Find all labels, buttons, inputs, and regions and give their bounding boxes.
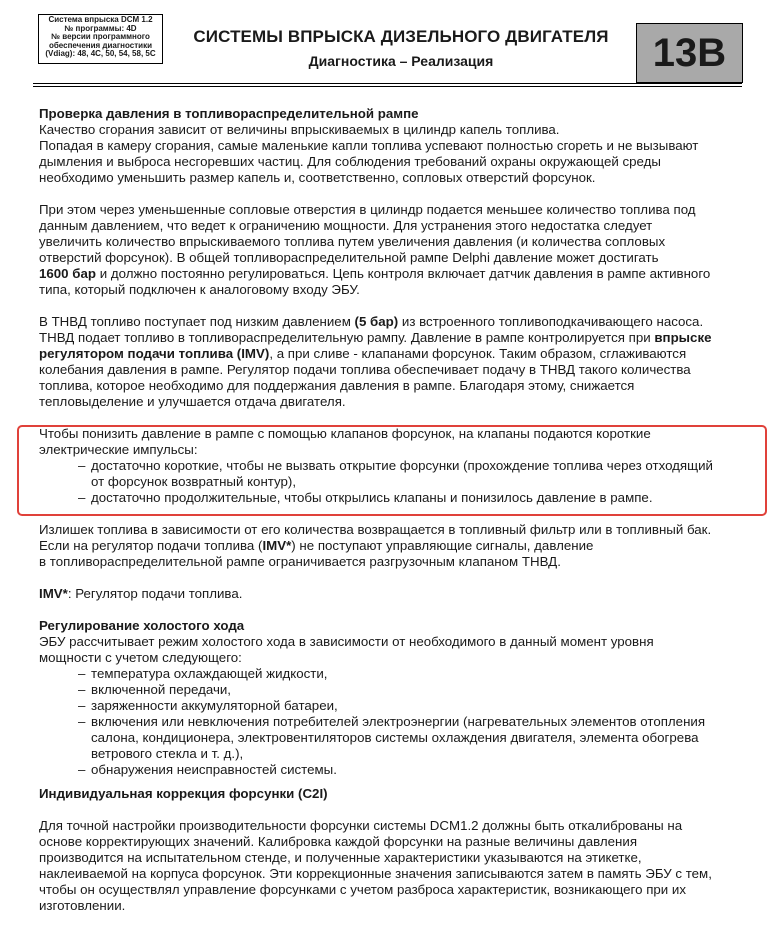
text-run: ТНВД подает топливо в топливораспределительную рампу. Давление в рампе контролируется при xyxy=(39,330,655,345)
dash-marker: – xyxy=(78,698,86,713)
section-heading: Индивидуальная коррекция форсунки (C2I) xyxy=(39,786,328,801)
paragraph-line: Чтобы понизить давление в рампе с помощью клапанов форсунок, на клапаны подаются короткие xyxy=(39,426,651,441)
text-run: ) не поступают управляющие сигналы, давление xyxy=(291,538,594,553)
text-run: из встроенного топливоподкачивающего насоса. xyxy=(398,314,704,329)
page-subtitle: Диагностика – Реализация xyxy=(308,53,494,69)
text-run: и должно постоянно регулироваться. Цепь контроля включает датчик давления в рампе активного xyxy=(96,266,711,281)
footnote-text: : Регулятор подачи топлива. xyxy=(67,586,243,601)
bold-term: IMV* xyxy=(262,538,292,553)
document-body xyxy=(39,106,749,914)
text-run: В ТНВД топливо поступает под низким давлением xyxy=(39,314,355,329)
list-item-text: достаточно продолжительные, чтобы открылись клапаны и понизилось давление в рампе. xyxy=(91,490,653,505)
text-run: , а при сливе - клапанами форсунок. Таким образом, сглаживаются xyxy=(269,346,687,361)
paragraph-line: дымления и выброса несгоревших частиц. Для соблюдения требований охраны окружающей среды xyxy=(39,154,661,169)
footnote-term: IMV* xyxy=(39,586,68,601)
list-item xyxy=(39,714,749,762)
dash-marker: – xyxy=(78,490,86,505)
dash-marker: – xyxy=(78,458,86,473)
paragraph-line: электрические импульсы: xyxy=(39,442,198,457)
paragraph-line xyxy=(39,330,749,346)
system-info-line: (Vdiag): 48, 4C, 50, 54, 58, 5C xyxy=(45,49,156,59)
paragraph-line: увеличить количество впрыскиваемого топлива путем увеличения давления (и количества сопловых xyxy=(39,234,666,249)
bold-term: впрыске xyxy=(654,330,712,345)
section-heading: Регулирование холостого хода xyxy=(39,618,245,633)
header-divider xyxy=(33,86,742,87)
paragraph-line: основе корректирующих значений. Калибровка каждой форсунки на разные величины давления xyxy=(39,834,638,849)
list-item-text: температура охлаждающей жидкости, xyxy=(91,666,328,681)
paragraph-line: наклеиваемой на корпуса форсунок. Эти коррекционные значения записываются затем в память ЭБУ с тем, xyxy=(39,866,712,881)
paragraph-line: мощности с учетом следующего: xyxy=(39,650,242,665)
section-heading: Проверка давления в топливораспределительной рампе xyxy=(39,106,419,121)
list-item-text: заряженности аккумуляторной батареи, xyxy=(91,698,338,713)
system-info-box xyxy=(38,14,163,64)
dash-marker: – xyxy=(78,666,86,681)
list-item xyxy=(39,762,749,778)
system-info-line: № версии программного xyxy=(51,32,150,42)
system-info-line: № программы: 4D xyxy=(64,23,137,33)
paragraph-line: топлива, которое необходимо для поддержания давления в рампе. Благодаря этому, снижается xyxy=(39,378,635,393)
paragraph-line: необходимо уменьшить размер капель и, соответственно, сопловых отверстий форсунок. xyxy=(39,170,596,185)
list-item xyxy=(39,682,749,698)
list-item xyxy=(39,666,749,682)
paragraph-line: Качество сгорания зависит от величины впрыскиваемых в цилиндр капель топлива. xyxy=(39,122,560,137)
list-item-text: обнаружения неисправностей системы. xyxy=(91,762,337,777)
paragraph-line: отверстий форсунок). В общей топливораспределительной рампе Delphi давление может достигать xyxy=(39,250,659,265)
paragraph-line: колебания давления в рампе. Регулятор подачи топлива обеспечивает подачу в ТНВД такого количества xyxy=(39,362,691,377)
list-item xyxy=(39,490,749,506)
pressure-value: 1600 бар xyxy=(39,266,97,281)
bold-term: регулятором подачи топлива (IMV) xyxy=(39,346,270,361)
paragraph-line: в топливораспределительной рампе ограничивается разгрузочным клапаном ТНВД. xyxy=(39,554,561,569)
paragraph-line: Попадая в камеру сгорания, самые маленькие капли топлива успевают полностью сгореть и не вызывают xyxy=(39,138,699,153)
list-item-text: достаточно короткие, чтобы не вызвать открытие форсунки (прохождение топлива через отходящий xyxy=(91,458,713,473)
paragraph-line: Излишек топлива в зависимости от его количества возвращается в топливный фильтр или в топливный бак. xyxy=(39,522,712,537)
paragraph-line xyxy=(39,314,749,330)
list-item-text: ветрового стекла и т. д.), xyxy=(91,746,244,761)
paragraph-line xyxy=(39,266,749,282)
page-title: СИСТЕМЫ ВПРЫСКА ДИЗЕЛЬНОГО ДВИГАТЕЛЯ xyxy=(193,27,609,46)
paragraph-line: тепловыделение и улучшается отдача двигателя. xyxy=(39,394,346,409)
header-divider xyxy=(33,83,742,84)
section-code-badge: 13B xyxy=(636,23,743,83)
paragraph-line: типа, который подключен к аналоговому входу ЭБУ. xyxy=(39,282,360,297)
pressure-value: (5 бар) xyxy=(354,314,399,329)
list-item-text: включения или невключения потребителей электроэнергии (нагревательных элементов отопления xyxy=(91,714,706,729)
dash-marker: – xyxy=(78,762,86,777)
footnote xyxy=(39,586,749,602)
system-info-line: обеспечения диагностики xyxy=(48,40,153,50)
paragraph-line: производится на испытательном стенде, и полученные характеристики указываются на этикетке, xyxy=(39,850,642,865)
paragraph-line: данным давлением, что ведет к ограничению мощности. Для устранения этого недостатка следует xyxy=(39,218,653,233)
list-item xyxy=(39,698,749,714)
system-info-line: Система впрыска DCM 1.2 xyxy=(48,15,153,24)
text-run: Если на регулятор подачи топлива ( xyxy=(39,538,263,553)
paragraph-line: чтобы он осуществлял управление форсунками с учетом разброса характеристик, возникающего при их xyxy=(39,882,686,897)
dash-marker: – xyxy=(78,682,86,697)
dash-marker: – xyxy=(78,714,86,729)
paragraph-line: При этом через уменьшенные сопловые отверстия в цилиндр подается меньшее количество топлива под xyxy=(39,202,696,217)
paragraph-line xyxy=(39,346,749,362)
list-item xyxy=(39,458,749,490)
list-item-text: салона, кондиционера, электровентиляторов системы охлаждения двигателя, элемента обогрева xyxy=(91,730,699,745)
paragraph-line: Для точной настройки производительности форсунки системы DCM1.2 должны быть откалиброваны на xyxy=(39,818,683,833)
list-item-text: от форсунок возвратный контур), xyxy=(91,474,297,489)
list-item-text: включенной передачи, xyxy=(91,682,232,697)
paragraph-line: ЭБУ рассчитывает режим холостого хода в зависимости от необходимого в данный момент уровня xyxy=(39,634,654,649)
paragraph-line xyxy=(39,538,749,554)
paragraph-line: изготовлении. xyxy=(39,898,126,913)
